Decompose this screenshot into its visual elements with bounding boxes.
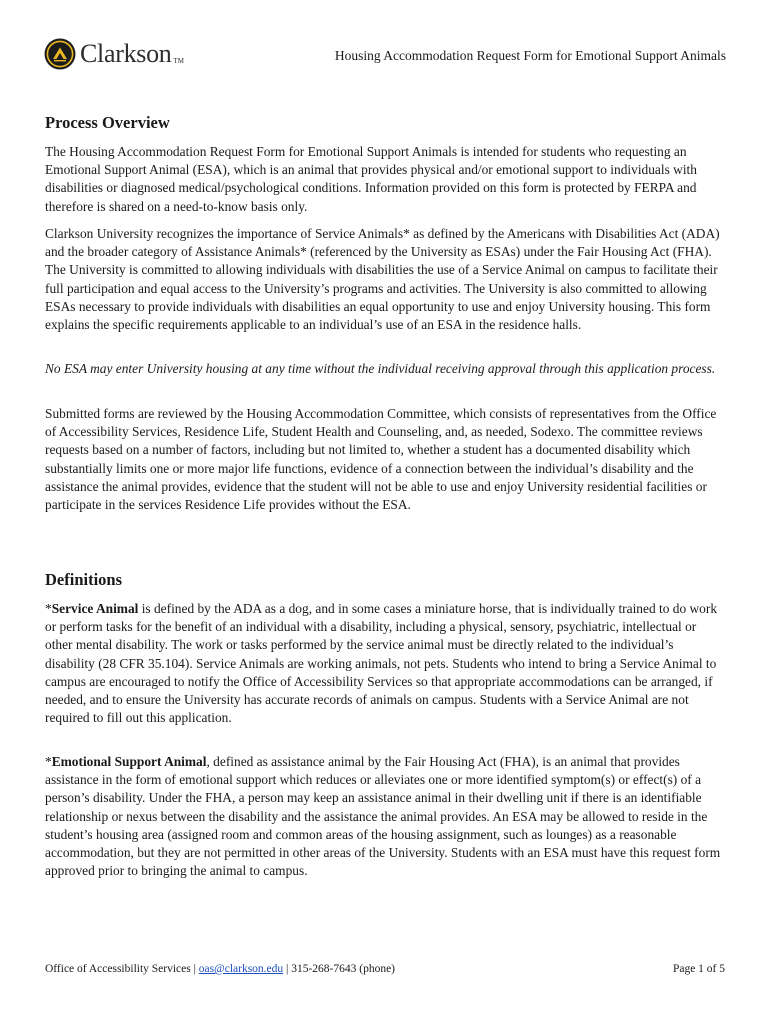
page-header — [44, 36, 726, 72]
service-animal-text: is defined by the ADA as a dog, and in some cases a miniature horse, that is individually trained to do work or perform tasks for the benefit of an individual with a disability, including a physical, sensory, psychiatric, intellectual or other mental disability. The work or tasks performed by the service animal must be directly related to the individual’s disability (28 CFR 35.104). Service Animals are working animals, not pets. Students who intend to bring a Service Animal to campus are encouraged to notify the Office of Accessibility Services so that appropriate accommodations can be arranged, if needed, and to ensure the University has accurate records of animals on campus. Students with a Service Animal are not required to fill out this application. — [45, 601, 718, 726]
clarkson-seal-icon — [44, 38, 76, 70]
esa-asterisk: * — [45, 754, 52, 769]
footer-phone: | 315-268-7643 (phone) — [283, 963, 396, 975]
process-overview-notice: No ESA may enter University housing at any time without the individual receiving approval through this application process. — [45, 361, 716, 376]
esa-text: , defined as assistance animal by the Fair Housing Act (FHA), is an animal that provides assistance in the form of emotional support which reduces or alleviates one or more identified symptom(s) or effect(s) of a person’s disability. Under the FHA, a person may keep an assistance animal in their dwelling unit if there is an identifiable relationship or nexus between the disability and the assistance the animal provides. An ESA may be allowed to reside in the student’s housing area (assigned room and common areas of the housing assignment, such as lounges) as a reasonable accommodation, but they are not permitted in other areas of the University. Students with an ESA must have this request form approved prior to bringing the animal to campus. — [45, 754, 721, 879]
page-number: Page 1 of 5 — [672, 963, 725, 975]
process-overview-heading: Process Overview — [45, 113, 170, 132]
service-animal-definition — [45, 600, 725, 727]
process-overview-paragraph-1: The Housing Accommodation Request Form for Emotional Support Animals is intended for students who requesting an Emotional Support Animal (ESA), which is an animal that provides physical and/or emotional support to individuals with disabilities or diagnosed medical/psychological conditions. Information provided on this form is protected by FERPA and therefore is shared on a need-to-know basis only. — [45, 144, 697, 214]
footer-office: Office of Accessibility Services | — [45, 963, 199, 975]
logo-trademark: TM — [173, 57, 184, 65]
service-animal-term: Service Animal — [51, 601, 139, 616]
footer-contact — [45, 963, 395, 975]
definitions-heading: Definitions — [45, 570, 123, 589]
footer-email-link[interactable]: oas@clarkson.edu — [198, 963, 284, 975]
process-overview-paragraph-2: Clarkson University recognizes the importance of Service Animals* as defined by the Americans with Disabilities Act (ADA) and the broader category of Assistance Animals* (referenced by the University as ESAs) under the Fair Housing Act (FHA). The University is committed to allowing individuals with disabilities the use of a Service Animal on campus to facilitate their full participation and equal access to the University’s programs and activities. The University is also committed to allowing ESAs necessary to provide individuals with disabilities an equal opportunity to use and enjoy University housing. This form explains the specific requirements applicable to an individual’s use of an ESA in the residence halls. — [45, 226, 720, 333]
clarkson-logo — [44, 37, 184, 71]
esa-definition — [45, 753, 725, 880]
process-overview-paragraph-4: Submitted forms are reviewed by the Housing Accommodation Committee, which consists of representatives from the Office of Accessibility Services, Residence Life, Student Health and Counseling, and, as needed, Sodexo. The committee reviews requests based on a number of factors, including but not limited to, whether a student has a documented disability which substantially limits one or more major life functions, evidence of a connection between the individual’s disability and the assistance the animal provides, evidence that the student will not be able to use and enjoy University residential facilities or participate in the services Residence Life provides without the ESA. — [45, 406, 717, 513]
logo-wordmark: Clarkson — [80, 39, 172, 68]
service-animal-asterisk: * — [45, 601, 52, 616]
esa-term: Emotional Support Animal — [51, 754, 207, 769]
document-title: Housing Accommodation Request Form for Emotional Support Animals — [334, 48, 726, 63]
